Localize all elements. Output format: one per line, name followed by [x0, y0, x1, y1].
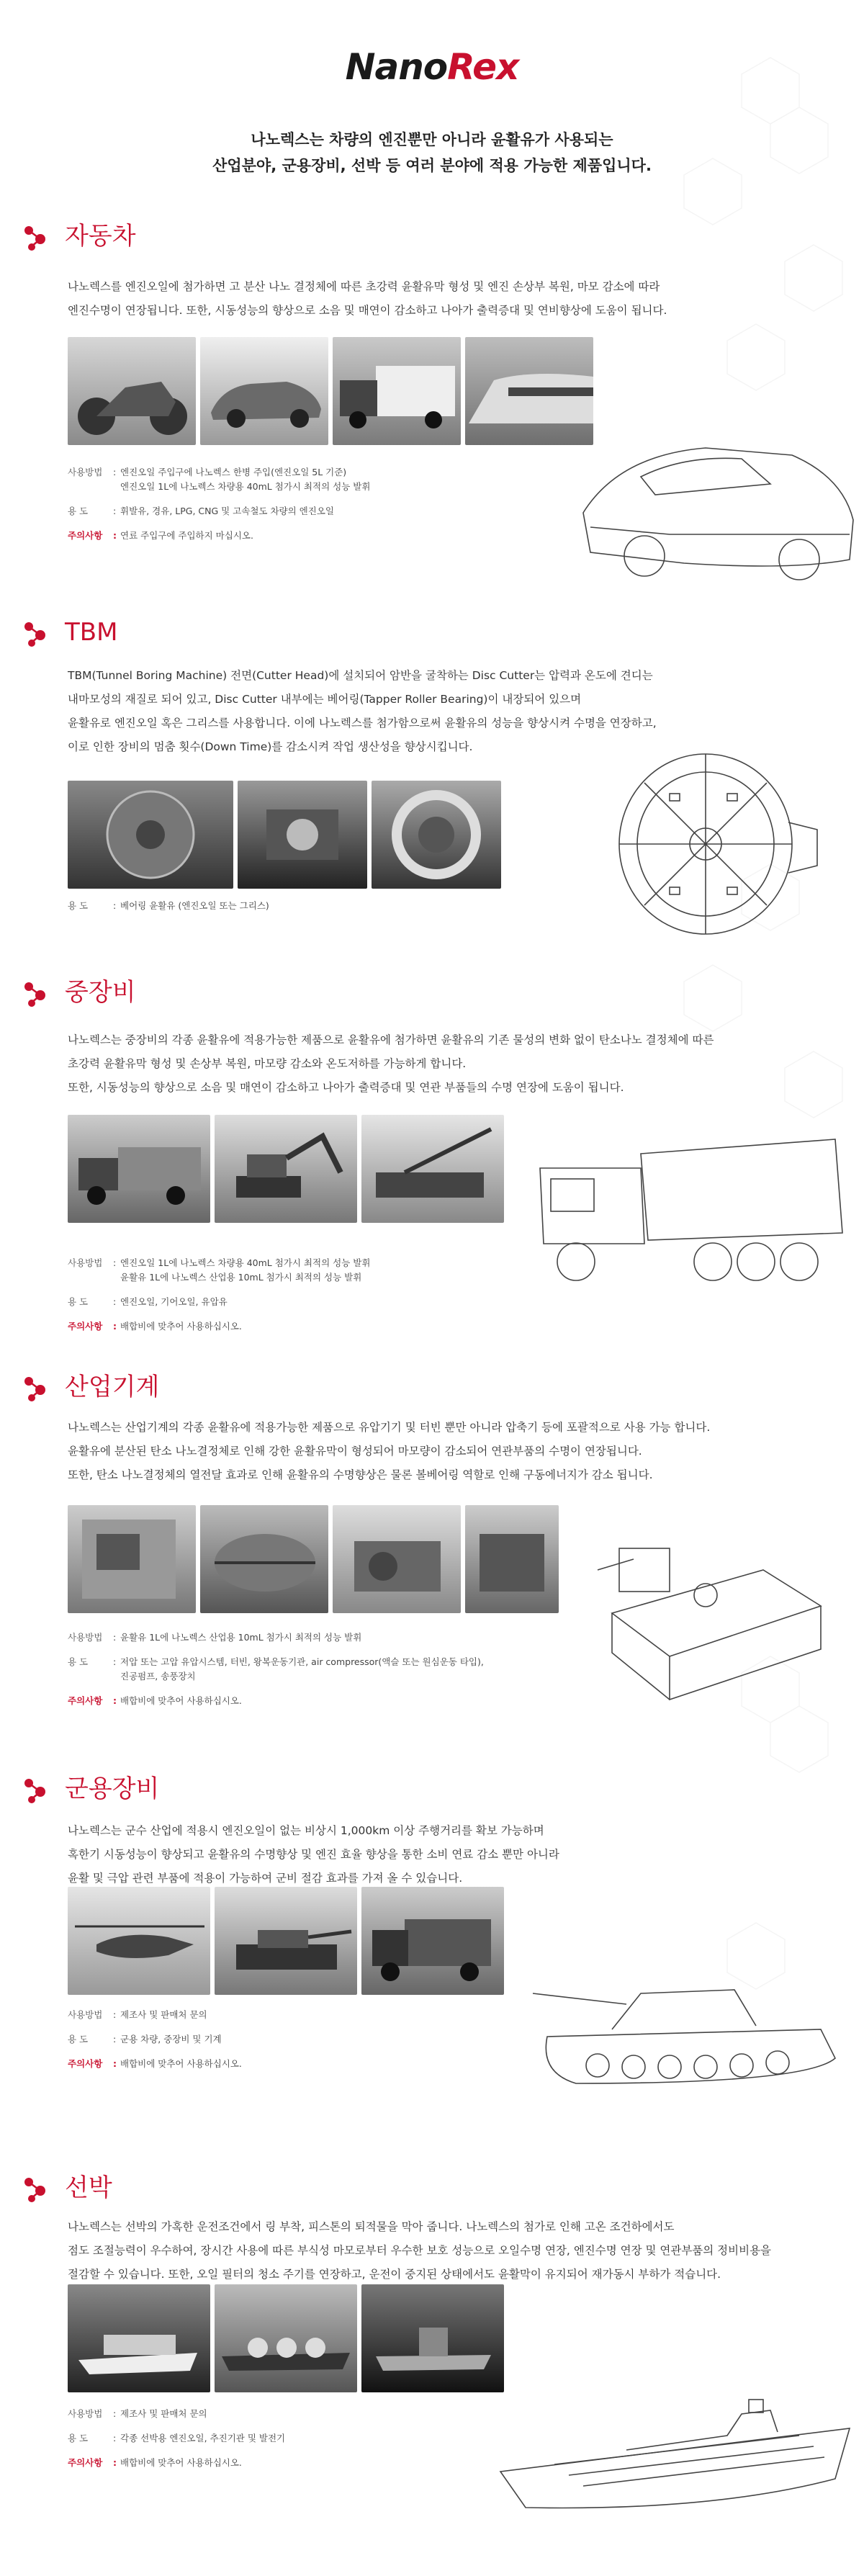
bearing-photo: [372, 781, 501, 889]
desc-line: 또한, 탄소 나노결정체의 열전달 효과로 인해 윤활유의 수명향상은 물론 볼베어링 역할로 인해 구동에너지가 감소 됩니다.: [68, 1468, 653, 1481]
section-ship: [0, 2169, 864, 2558]
usage-label: 사용방법: [68, 2009, 103, 2020]
usage-text: 엔진오일 1L에 나노렉스 차량용 40mL 첨가시 최적의 성능 발휘: [120, 481, 371, 492]
caution-text: 배합비에 맞추어 사용하십시오.: [120, 2058, 242, 2069]
cruise-ship-photo: [68, 2284, 210, 2392]
ktx-train-photo: [465, 337, 593, 445]
molecule-icon: [19, 977, 52, 1010]
desc-line: 나노렉스를 엔진오일에 첨가하면 고 분산 나노 결정체에 따른 초강력 윤활유막 형성 및 엔진 손상부 복원, 마모 감소에 따라: [68, 280, 660, 293]
motorcycle-photo: [68, 337, 196, 445]
crane-truck-photo: [361, 1115, 504, 1223]
purpose-label: 용 도: [68, 1296, 89, 1307]
usage-text: 제조사 및 판매처 문의: [120, 2009, 207, 2020]
desc-line: 엔진수명이 연장됩니다. 또한, 시동성능의 향상으로 소음 및 매연이 감소하고 나아가 출력증대 및 연비향상에 도움이 됩니다.: [68, 304, 667, 317]
intro-line: 나노렉스는 차량의 엔진뿐만 아니라 윤활유가 사용되는: [251, 131, 613, 148]
purpose-text: 저압 또는 고압 유압시스템, 터빈, 왕복운동기관, air compressor(액슬 또는 원심운동 타입),: [120, 1656, 484, 1667]
pump-photo: [465, 1505, 559, 1613]
truck-photo: [333, 337, 461, 445]
desc-line: TBM(Tunnel Boring Machine) 전면(Cutter Head)에 설치되어 암반을 굴착하는 Disc Cutter는 압력과 온도에 견디는: [68, 669, 653, 682]
purpose-text: 군용 차량, 중장비 및 기계: [120, 2034, 222, 2045]
logo-nano-text: Nano: [345, 46, 448, 88]
section-title: 산업기계: [65, 1373, 160, 1401]
photo-strip: [68, 1505, 559, 1613]
logo-rex-text: Rex: [447, 46, 519, 88]
section-description: [68, 1819, 831, 1890]
photo-strip: [68, 2284, 504, 2392]
usage-label: 사용방법: [68, 467, 103, 477]
molecule-icon: [19, 616, 52, 650]
caution-label: 주의사항: [68, 1695, 103, 1706]
desc-line: 나노렉스는 선박의 가혹한 운전조건에서 링 부착, 피스톤의 퇴적물을 막아 줍니다. 나노렉스의 첨가로 인해 고온 조건하에서도: [68, 2220, 675, 2233]
section-heavy-equipment: [0, 974, 864, 1348]
caution-text: 배합비에 맞추어 사용하십시오.: [120, 2457, 242, 2468]
purpose-label: 용 도: [68, 2433, 89, 2443]
photo-strip: [68, 781, 501, 889]
cnc-machine-photo: [68, 1505, 196, 1613]
lathe-machine-sketch: [590, 1527, 835, 1714]
caution-label: 주의사항: [68, 1321, 103, 1332]
desc-line: 나노렉스는 산업기계의 각종 윤활유에 적용가능한 제품으로 유압기기 및 터빈 뿐만 아니라 압축기 등에 포괄적으로 사용 가능 합니다.: [68, 1421, 711, 1434]
lng-carrier-photo: [215, 2284, 357, 2392]
caution-label: 주의사항: [68, 2457, 103, 2468]
section-industrial-machinery: [0, 1368, 864, 1757]
desc-line: 또한, 시동성능의 향상으로 소음 및 매연이 감소하고 나아가 출력증대 및 연관 부품들의 수명 연장에 도움이 됩니다.: [68, 1081, 624, 1094]
info-block: 사용방법 : 윤활유 1L에 나노렉스 산업용 10mL 첨가시 최적의 성능 발휘 용 도 : 저압 또는 고압 유압시스템, 터빈, 왕복운동기관, air compressor(액슬 또는 원심운동 타입), 진공펌프, 송풍장치 주의사항 : 배합비에 맞추어 사용하십시오.: [68, 1630, 484, 1718]
disc-cutter-photo: [238, 781, 367, 889]
desc-line: 윤활유에 분산된 탄소 나노결정체로 인해 강한 윤활유막이 형성되어 마모량이 감소되어 연관부품의 수명이 연장됩니다.: [68, 1445, 642, 1458]
tbm-machine-photo: [68, 781, 233, 889]
usage-text: 엔진오일 1L에 나노렉스 차량용 40mL 첨가시 최적의 성능 발휘: [120, 1257, 371, 1268]
usage-label: 사용방법: [68, 1632, 103, 1643]
tank-photo: [215, 1887, 357, 1995]
photo-strip: [68, 1115, 504, 1223]
desc-line: 윤활유로 엔진오일 혹은 그리스를 사용합니다. 이에 나노렉스를 첨가함으로써 윤활유의 성능을 향상시켜 수명을 연장하고,: [68, 717, 657, 730]
photo-strip: [68, 1887, 504, 1995]
intro-line: 산업분야, 군용장비, 선박 등 여러 분야에 적용 가능한 제품입니다.: [212, 157, 652, 174]
section-description: [68, 1416, 831, 1487]
caution-text: 배합비에 맞추어 사용하십시오.: [120, 1321, 242, 1332]
photo-strip: [68, 337, 593, 445]
info-block: 사용방법 : 엔진오일 주입구에 나노렉스 한병 주입(엔진오일 5L 기준) 엔진오일 1L에 나노렉스 차량용 40mL 첨가시 최적의 성능 발휘 용 도 : 휘발유, 경유, LPG, CNG 및 고속철도 차량의 엔진오일 주의사항 : 연료 주입구에 주입하지 마십시오.: [68, 465, 370, 553]
car-sketch-illustration: [576, 426, 857, 592]
desc-line: 내마모성의 재질로 되어 있고, Disc Cutter 내부에는 베어링(Tapper Roller Bearing)이 내장되어 있으며: [68, 693, 582, 706]
caution-text: 배합비에 맞추어 사용하십시오.: [120, 1695, 242, 1706]
usage-text: 윤활유 1L에 나노렉스 산업용 10mL 첨가시 최적의 성능 발휘: [120, 1632, 362, 1643]
section-description: [68, 275, 831, 323]
section-car: [0, 217, 864, 592]
molecule-icon: [19, 2172, 52, 2205]
desc-line: 이로 인한 장비의 멈춤 횟수(Down Time)를 감소시켜 작업 생산성을 향상시킵니다.: [68, 740, 473, 753]
usage-label: 사용방법: [68, 2408, 103, 2419]
section-title: 자동차: [65, 222, 136, 251]
section-description: [68, 1028, 831, 1100]
purpose-text: 휘발유, 경유, LPG, CNG 및 고속철도 차량의 엔진오일: [120, 506, 334, 516]
intro-text: [0, 127, 864, 179]
molecule-icon: [19, 1773, 52, 1806]
section-title: 선박: [65, 2173, 112, 2202]
excavator-photo: [215, 1115, 357, 1223]
desc-line: 점도 조절능력이 우수하여, 장시간 사용에 따른 부식성 마모로부터 우수한 보호 성능으로 오일수명 연장, 엔진수명 연장 및 연관부품의 정비비용을: [68, 2244, 772, 2257]
desc-line: 나노렉스는 중장비의 각종 윤활유에 적용가능한 제품으로 윤활유에 첨가하면 윤활유의 기존 물성의 변화 없이 탄소나노 결정체에 따른: [68, 1033, 714, 1046]
purpose-text: 각종 선박용 엔진오일, 추진기관 및 발전기: [120, 2433, 286, 2443]
compressor-photo: [333, 1505, 461, 1613]
section-tbm: [0, 614, 864, 911]
turbine-photo: [200, 1505, 328, 1613]
purpose-label: 용 도: [68, 1656, 89, 1667]
purpose-text: 베어링 윤활유 (엔진오일 또는 그리스): [120, 900, 269, 911]
sedan-photo: [200, 337, 328, 445]
section-military-equipment: [0, 1770, 864, 2130]
usage-label: 사용방법: [68, 1257, 103, 1268]
desc-line: 윤활 및 극압 관련 부품에 적용이 가능하여 군비 절감 효과를 가져 올 수 있습니다.: [68, 1872, 463, 1885]
purpose-text: 진공펌프, 송풍장치: [120, 1671, 196, 1682]
usage-text: 윤활유 1L에 나노렉스 산업용 10mL 첨가시 최적의 성능 발휘: [120, 1272, 362, 1283]
desc-line: 절감할 수 있습니다. 또한, 오일 필터의 청소 주기를 연장하고, 운전이 중지된 상태에서도 윤활막이 유지되어 재가동시 부하가 적습니다.: [68, 2268, 721, 2281]
tbm-cutterhead-sketch: [605, 750, 821, 938]
purpose-text: 엔진오일, 기어오일, 유압유: [120, 1296, 228, 1307]
purpose-label: 용 도: [68, 506, 89, 516]
molecule-icon: [19, 1371, 52, 1404]
info-block: 사용방법 : 엔진오일 1L에 나노렉스 차량용 40mL 첨가시 최적의 성능 발휘 윤활유 1L에 나노렉스 산업용 10mL 첨가시 최적의 성능 발휘 용 도 : 엔진오일, 기어오일, 유압유 주의사항 : 배합비에 맞추어 사용하십시오.: [68, 1256, 370, 1344]
info-block: 사용방법 : 제조사 및 판매처 문의 용 도 : 군용 차량, 중장비 및 기계 주의사항 : 배합비에 맞추어 사용하십시오.: [68, 2008, 242, 2081]
desc-line: 혹한기 시동성능이 향상되고 윤활유의 수명향상 및 엔진 효율 향상을 통한 소비 연료 감소 뿐만 아니라: [68, 1848, 559, 1861]
section-description: [68, 664, 831, 759]
desc-line: 나노렉스는 군수 산업에 적용시 엔진오일이 없는 비상시 1,000km 이상 주행거리를 확보 가능하며: [68, 1824, 544, 1837]
section-title: TBM: [65, 618, 118, 647]
helicopter-photo: [68, 1887, 210, 1995]
caution-label: 주의사항: [68, 530, 103, 541]
caution-label: 주의사항: [68, 2058, 103, 2069]
dump-truck-sketch: [533, 1125, 850, 1291]
purpose-label: 용 도: [68, 2034, 89, 2045]
military-truck-photo: [361, 1887, 504, 1995]
caution-text: 연료 주입구에 주입하지 마십시오.: [120, 530, 253, 541]
section-title: 군용장비: [65, 1774, 160, 1803]
desc-line: 초강력 윤활유막 형성 및 손상부 복원, 마모량 감소와 온도저하를 가능하게 합니다.: [68, 1057, 467, 1070]
dump-truck-photo: [68, 1115, 210, 1223]
purpose-label: 용 도: [68, 900, 89, 911]
molecule-icon: [19, 220, 52, 253]
cruise-ship-sketch: [497, 2385, 857, 2529]
tank-sketch: [518, 1950, 850, 2094]
offshore-vessel-photo: [361, 2284, 504, 2392]
nanorex-logo: [0, 46, 864, 88]
section-title: 중장비: [65, 978, 136, 1007]
usage-text: 제조사 및 판매처 문의: [120, 2408, 207, 2419]
info-block: 사용방법 : 제조사 및 판매처 문의 용 도 : 각종 선박용 엔진오일, 추진기관 및 발전기 주의사항 : 배합비에 맞추어 사용하십시오.: [68, 2407, 285, 2480]
section-description: [68, 2215, 831, 2286]
info-block: 용 도 : 베어링 윤활유 (엔진오일 또는 그리스): [68, 899, 269, 923]
usage-text: 엔진오일 주입구에 나노렉스 한병 주입(엔진오일 5L 기준): [120, 467, 347, 477]
